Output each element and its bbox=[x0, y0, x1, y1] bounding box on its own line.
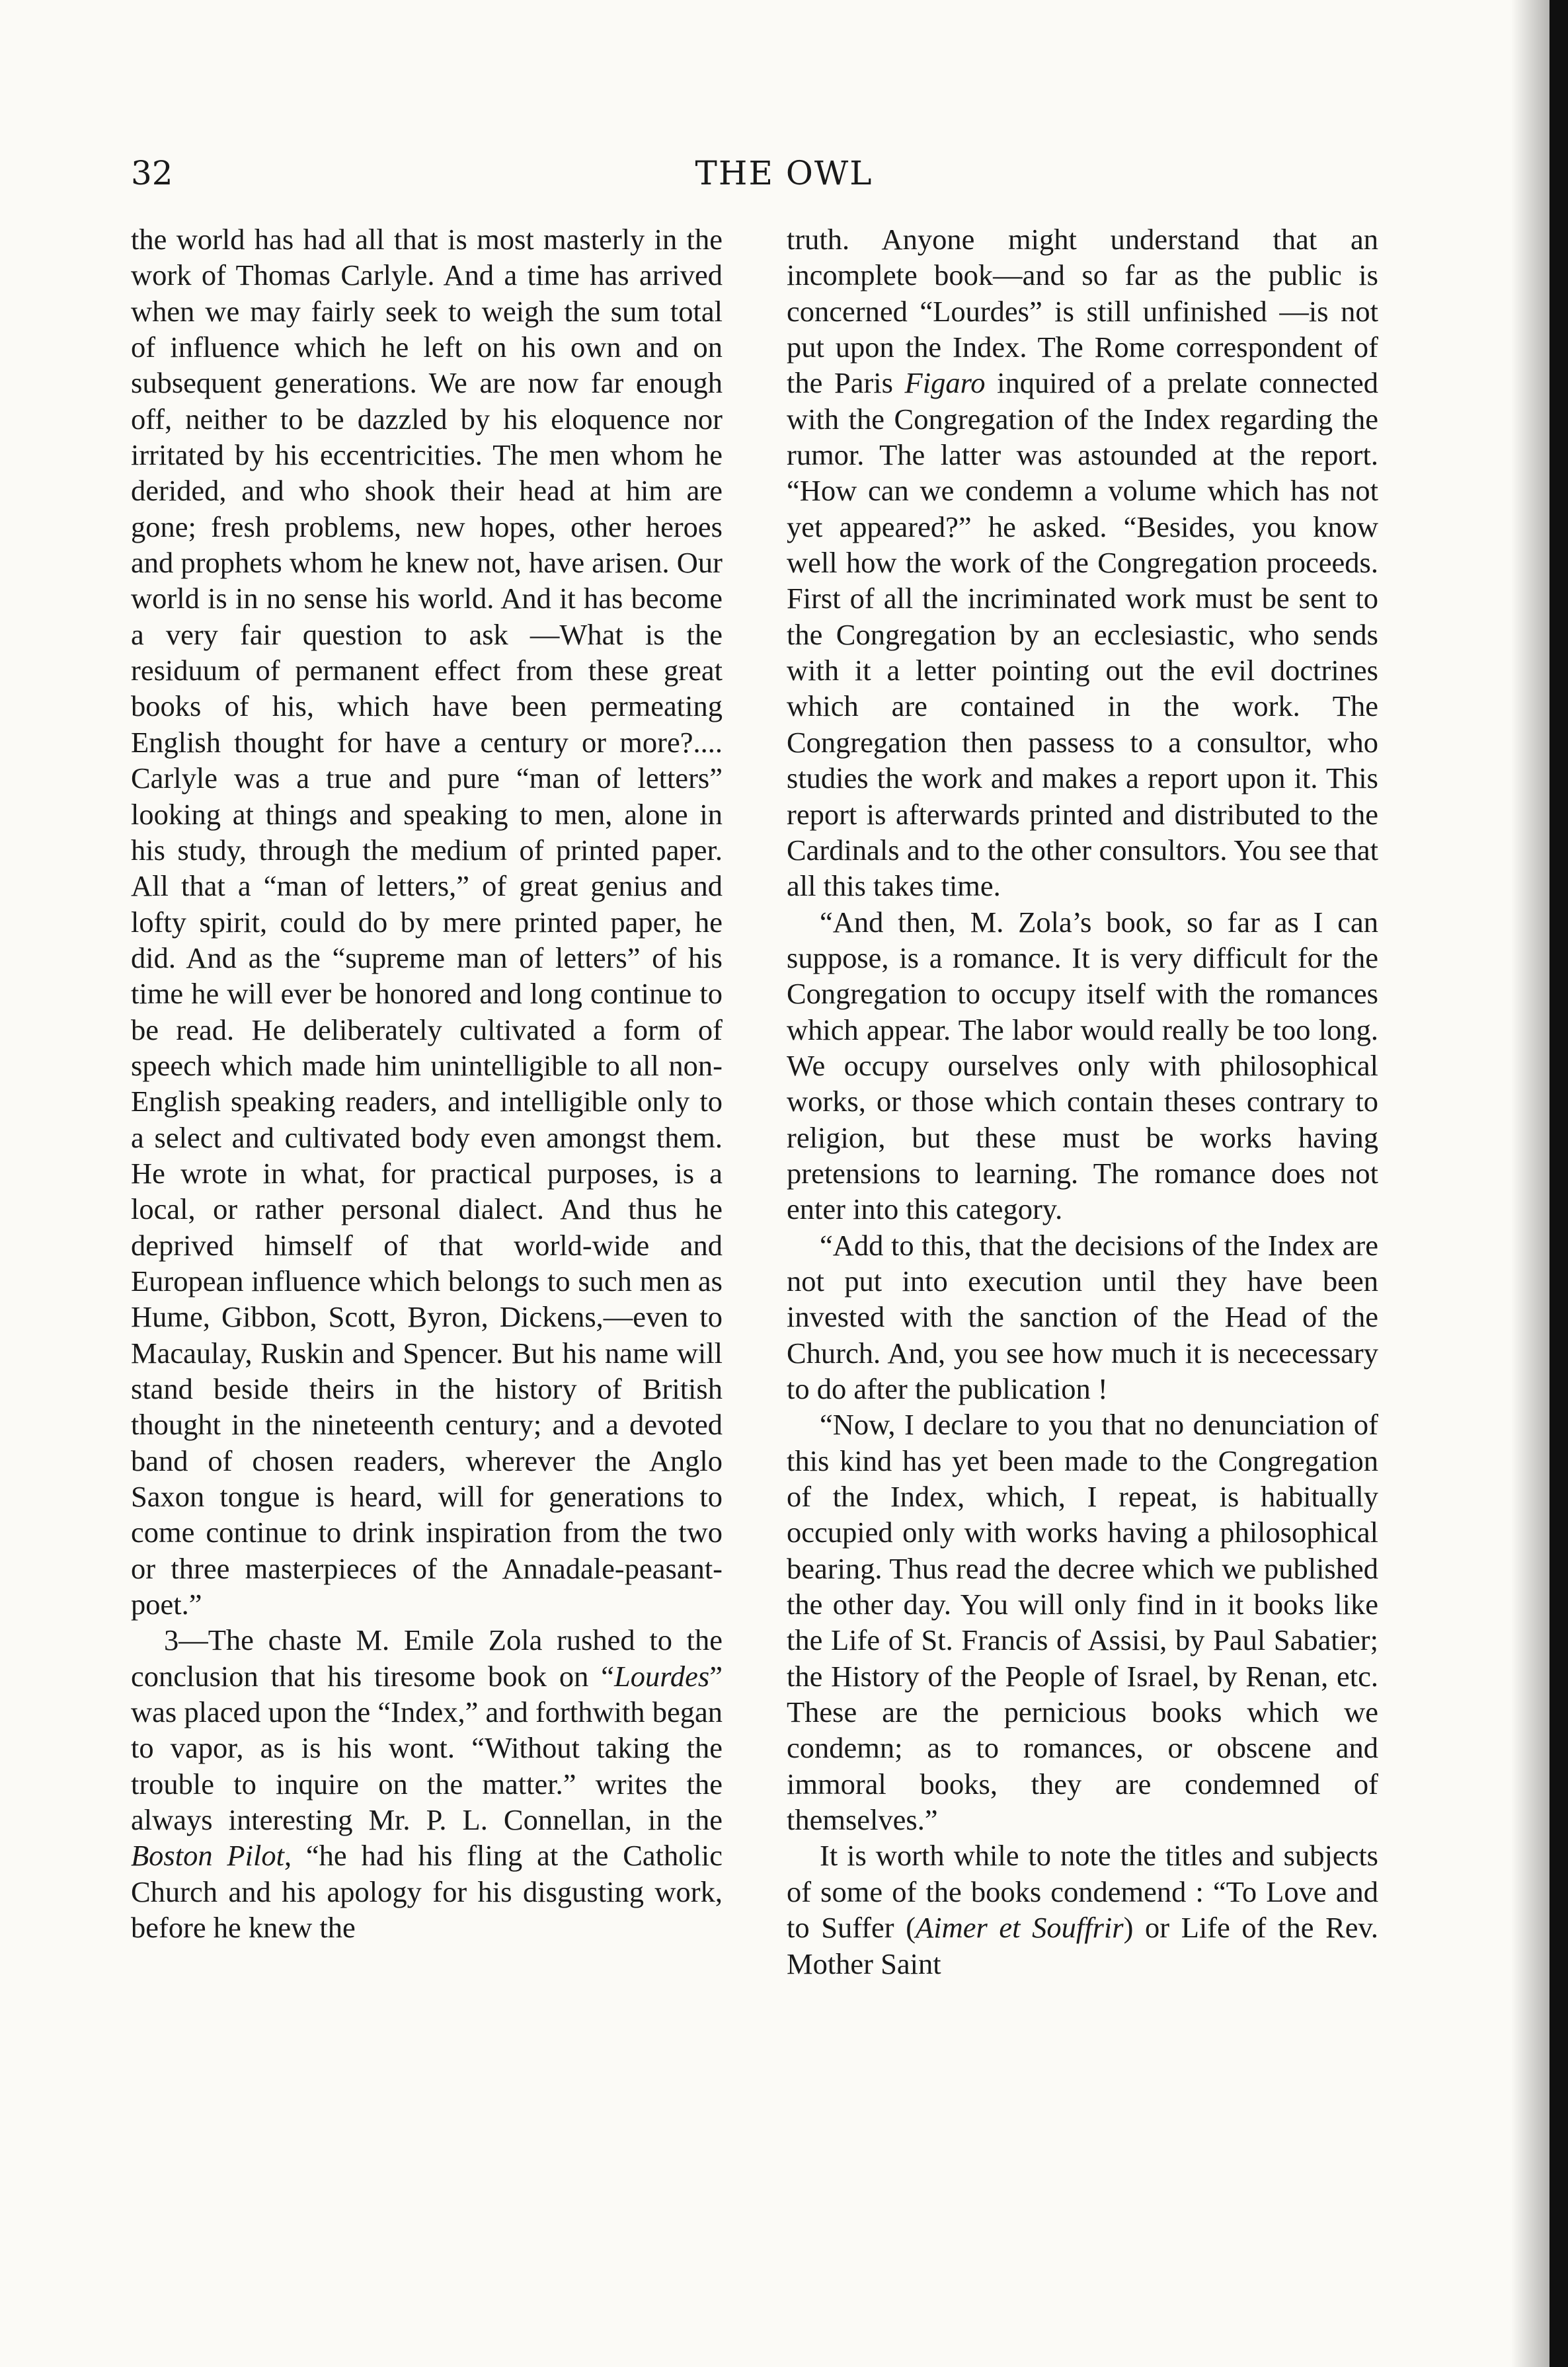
page-edge-strip bbox=[1549, 0, 1568, 2367]
truth-lead-text: truth. Anyone might understand that an incomplete book—and so far as the public is concerned “Lourdes” is still unfinished —is not put upon the Index. The Rome correspondent of the Paris bbox=[787, 223, 1378, 400]
figaro-title: Figaro bbox=[904, 366, 986, 400]
titles-lead-text: It is worth while to note the titles and subjects of some of the books condemend : “To Love and to Suffer ( bbox=[787, 1839, 1378, 1945]
left-paragraph-carlyle: the world has had all that is most masterly in the work of Thomas Carlyle. And a time has arrived when we may fairly seek to weigh the sum total of influence which he left on his own and on subsequent generations. We are now far enough off, neither to be dazzled by his eloquence nor irritated by his eccentricities. The men whom he derided, and who shook their head at him are gone; fresh problems, new hopes, other heroes and prophets whom he knew not, have arisen. Our world is in no sense his world. And it has become a very fair question to ask —What is the residuum of permanent effect from these great books of his, which have been permeating English thought for have a century or more?.... Carlyle was a true and pure “man of letters” looking at things and speaking to men, alone in his study, through the medium of printed paper. All that a “man of letters,” of great genius and lofty spirit, could do by mere printed paper, he did. And as the “supreme man of letters” of his time he will ever be honored and long continue to be read. He deliberately cultivated a form of speech which made him unintelligible to all non-English speaking readers, and intelligible only to a select and cultivated body even amongst them. He wrote in what, for practical purposes, is a local, or rather personal dialect. And thus he deprived himself of that world-wide and European influence which belongs to such men as Hume, Gibbon, Scott, Byron, Dickens,—even to Macaulay, Ruskin and Spencer. But his name will stand beside theirs in the history of British thought in the nineteenth century; and a devoted band of chosen readers, wherever the Anglo Saxon tongue is heard, will for generations to come continue to drink inspiration from the two or three masterpieces of the Annadale-peasant-poet.” bbox=[131, 223, 723, 1621]
right-column bbox=[787, 221, 1378, 1982]
zola-end-text: , “he had his fling at the Catholic Church and his apology for his disgusting work, before he knew the bbox=[131, 1839, 723, 1945]
right-paragraph-titles bbox=[787, 1838, 1378, 1981]
truth-end-text: inquired of a prelate connected with the Congregation of the Index regarding the rumor. The latter was astounded at the report. “How can we condemn a volume which has not yet appeared?” he asked. “Besides, you know well how the work of the Congregation proceeds. First of all the incriminated work must be sent to the Congregation by an ecclesiastic, who sends with it a letter pointing out the evil doctrines which are contained in the work. The Congregation then passess to a consultor, who studies the work and makes a report upon it. This report is afterwards printed and distributed to the Cardinals and to the other consultors. You see that all this takes time. bbox=[787, 366, 1378, 903]
page-number: 32 bbox=[131, 154, 173, 192]
left-paragraph-zola bbox=[131, 1622, 723, 1945]
lourdes-title: Lourdes bbox=[614, 1659, 710, 1693]
page-edge-shadow bbox=[1511, 0, 1549, 2367]
right-paragraph-romance: “And then, M. Zola’s book, so far as I can suppose, is a romance. It is very difficult for the Congregation to occupy itself with the romances which appear. The labor would really be too long. We occupy ourselves only with philosophical works, or those which contain theses contrary to religion, but these must be works having pretensions to learning. The romance does not enter into this category. bbox=[787, 905, 1378, 1226]
boston-pilot-title: Boston Pilot bbox=[131, 1839, 284, 1873]
right-paragraph-sanction: “Add to this, that the decisions of the Index are not put into execution until they have been invested with the sanction of the Head of the Church. And, you see how much it is nececessary to do after the publication ! bbox=[787, 1228, 1378, 1405]
zola-lead-text: 3—The chaste M. Emile Zola rushed to the conclusion that his tiresome book on “ bbox=[131, 1623, 723, 1693]
right-paragraph-truth bbox=[787, 221, 1378, 904]
zola-mid-text: ” was placed upon the “Index,” and forthwith began to vapor, as is his wont. “Without taking the trouble to inquire on the matter.” writes the always interesting Mr. P. L. Connellan, in the bbox=[131, 1659, 723, 1837]
right-paragraph-denunciation: “Now, I declare to you that no denunciation of this kind has yet been made to the Congregation of the Index, which, I repeat, is habitually occupied only with works having a philosophical bearing. Thus read the decree which we published the other day. You will only find in it books like the Life of St. Francis of Assisi, by Paul Sabatier; the History of the People of Israel, by Renan, etc. These are the pernicious books which we condemn; as to romances, or obscene and immoral books, they are condemned of themselves.” bbox=[787, 1408, 1378, 1837]
aimer-et-souffrir-title: Aimer et Souffrir bbox=[916, 1911, 1124, 1945]
left-column bbox=[131, 221, 723, 1946]
running-title: THE OWL bbox=[695, 154, 873, 192]
titles-end-text: ) or Life of the Rev. Mother Saint bbox=[787, 1911, 1378, 1980]
